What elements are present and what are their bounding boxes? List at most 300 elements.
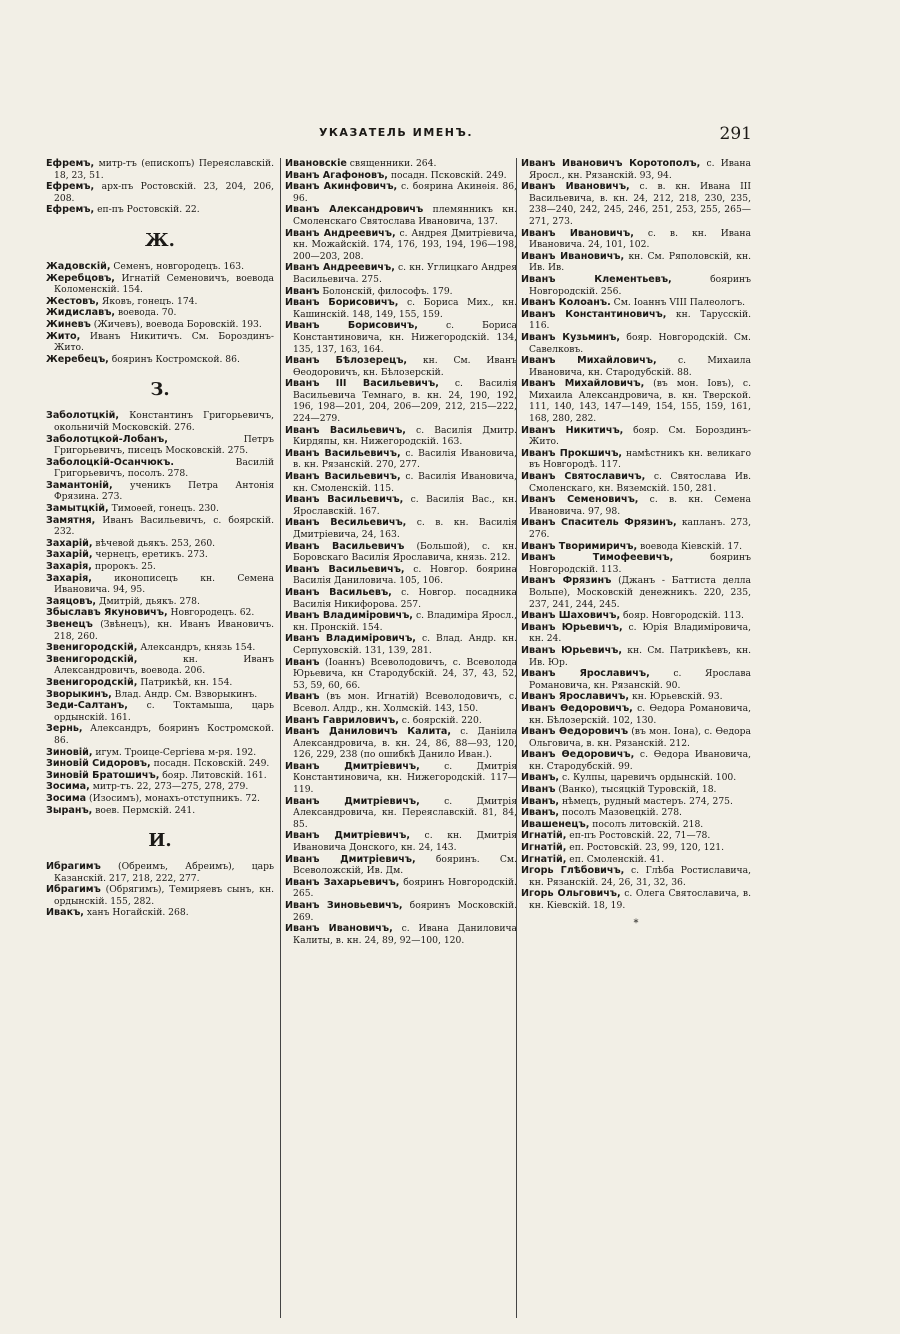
index-entry xyxy=(285,830,517,853)
entry-text: См. Іоаннъ VIII Палеологъ. xyxy=(610,297,746,309)
entry-headword: Иванъ Гавриловичъ, xyxy=(285,714,399,726)
index-entry xyxy=(46,480,274,503)
entry-text: (Обреимъ, Абреимъ), царь Казанскій. 217, 218, 222, 277. xyxy=(54,861,274,884)
running-title: УКАЗАТЕЛЬ ИМЕНЪ. xyxy=(318,126,474,139)
entry-text: (Звѣнецъ), кн. Иванъ Ивановичъ. 218, 260. xyxy=(54,619,274,642)
index-entry xyxy=(521,355,751,378)
index-entry xyxy=(521,749,751,772)
index-entry xyxy=(521,541,751,553)
entry-headword: Иванъ Дмитріевичъ, xyxy=(285,760,420,772)
entry-text: арх-пъ Ростовскій. 23, 204, 206, 208. xyxy=(54,181,274,204)
index-entry xyxy=(46,261,274,273)
entry-headword: Иванъ Андреевичъ, xyxy=(285,262,395,274)
index-entry xyxy=(285,761,517,796)
entry-headword: Иванъ Ивановичъ Коротополъ, xyxy=(521,158,701,169)
index-entry xyxy=(285,320,517,355)
index-entry xyxy=(521,552,751,575)
entry-text: Константинъ Григорьевичъ, окольничій Московскій. 276. xyxy=(54,410,274,433)
index-entry xyxy=(46,677,274,689)
entry-headword: Игорь Ольговичъ, xyxy=(521,888,621,900)
entry-text: посолъ литовскій. 218. xyxy=(589,818,704,830)
index-entry xyxy=(46,307,274,319)
entry-text: пророкъ. 25. xyxy=(91,561,156,573)
entry-headword: Зеди-Салтанъ, xyxy=(46,700,128,712)
page-number: 291 xyxy=(719,124,752,144)
entry-headword: Иванъ Ѳедоровичъ, xyxy=(521,702,633,714)
entry-text: еп-пъ Ростовскій. 22, 71—78. xyxy=(566,830,711,842)
index-entry xyxy=(46,434,274,457)
entry-text: (Іоаннъ) Всеволодовичъ, с. Всеволода Юрьевича, кн Стародубскій. 24, 37, 43, 52, 53, 59, 60, 66. xyxy=(293,656,517,691)
entry-text: кн. См. Ряполовскій, кн. Ив. Ив. xyxy=(529,250,751,274)
index-entry xyxy=(46,654,274,677)
entry-headword: Иванъ Васильевичъ, xyxy=(285,563,405,575)
entry-text: бояринъ Новгородскій. 113. xyxy=(529,552,751,575)
entry-text: Болонскій, философъ. 179. xyxy=(319,285,453,297)
entry-text: с. Василія Ивановича, в. кн. Рязанскій. 270, 277. xyxy=(293,447,517,471)
entry-headword: Иванъ Шаховичъ, xyxy=(521,610,621,622)
entry-text: Семенъ, новгородецъ. 163. xyxy=(110,260,244,272)
entry-headword: Иванъ Кузьминъ, xyxy=(521,331,621,343)
entry-headword: Ефремъ, xyxy=(46,158,95,169)
entry-headword: Игорь Глѣбовичъ, xyxy=(521,865,625,877)
index-entry xyxy=(521,819,751,831)
index-entry xyxy=(46,273,274,296)
entry-headword: Захарій, xyxy=(46,537,93,549)
entry-headword: Игнатій, xyxy=(521,853,567,865)
index-entry xyxy=(285,181,517,204)
entry-headword: Иванъ, xyxy=(521,795,560,807)
index-entry xyxy=(46,354,274,366)
entry-text: с. Андрея Дмитріевича, кн. Можайскій. 174, 176, 193, 194, 196—198, 200—203, 208. xyxy=(293,227,517,262)
index-columns xyxy=(46,158,751,1318)
index-entry xyxy=(285,286,517,298)
entry-text: Влад. Андр. См. Взворыкинъ. xyxy=(111,688,258,700)
entry-text: бояр. Литовскій. 161. xyxy=(159,769,267,781)
entry-text: племянникъ кн. Смоленскаго Святослава Ивановича, 137. xyxy=(293,204,517,227)
section-letter: Ж. xyxy=(145,229,175,251)
entry-text: с. Дмитрія Константиновича, кн. Нижегородскій. 117—119. xyxy=(293,760,517,796)
entry-text: с. Бориса Мих., кн. Кашинскій. 148, 149, 155, 159. xyxy=(293,297,517,320)
entry-headword: Заболоцкій-Осанчюкъ. xyxy=(46,456,175,468)
entry-headword: Ивашенецъ, xyxy=(521,818,590,830)
index-entry xyxy=(521,332,751,355)
entry-headword: Игнатій, xyxy=(521,830,567,842)
index-entry xyxy=(46,700,274,723)
entry-headword: Захарій, xyxy=(46,549,93,561)
entry-text: капланъ. 273, 276. xyxy=(529,517,751,540)
entry-headword: Зернь, xyxy=(46,723,83,735)
index-entry xyxy=(285,923,517,946)
entry-text: посадн. Псковскій. 249. xyxy=(150,758,270,770)
entry-headword: Иванъ Михайловичъ, xyxy=(521,355,657,367)
index-entry xyxy=(46,457,274,480)
entry-text: с. Глѣба Ростиславича, кн. Рязанскій. 24, 26, 31, 32, 36. xyxy=(529,865,751,888)
entry-text: (въ мон. Іона), с. Ѳедора Ольговича, в. кн. Рязанскій. 212. xyxy=(529,726,751,749)
index-entry xyxy=(46,319,274,331)
entry-headword: Иванъ Васильевичъ xyxy=(285,540,405,552)
entry-headword: Иванъ Святославичъ, xyxy=(521,471,646,483)
entry-headword: Иванъ Агафоновъ, xyxy=(285,169,388,181)
entry-headword: Иванъ Борисовичъ, xyxy=(285,320,418,332)
entry-text: Новгородецъ. 62. xyxy=(167,607,255,619)
entry-headword: Ефремъ, xyxy=(46,204,95,216)
entry-text: с. Ѳедора Романовича, кн. Бѣлозерскій. 102, 130. xyxy=(529,702,751,726)
entry-text: (въ мон. Игнатій) Всеволодовичъ, с. Всевол. Алдр., кн. Холмскій. 143, 150. xyxy=(293,691,517,714)
entry-text: воевода. 70. xyxy=(115,307,177,319)
entry-headword: Жиневъ xyxy=(46,318,91,330)
entry-text: бояринъ Московскій. 269. xyxy=(293,900,517,923)
entry-headword: Заболотцкій, xyxy=(46,410,120,422)
index-column-2 xyxy=(280,158,517,1318)
entry-text: еп. Смоленскій. 41. xyxy=(566,853,665,865)
index-entry xyxy=(46,538,274,550)
entry-text: воев. Пермскій. 241. xyxy=(92,804,196,816)
page-header xyxy=(46,124,752,148)
entry-text: Петръ Григорьевичъ, писецъ Московскій. 275. xyxy=(54,433,274,457)
entry-text: с. Влад. Андр. кн. Серпуховскій. 131, 139, 281. xyxy=(293,633,517,656)
entry-headword: Иванъ Ярославичъ, xyxy=(521,668,650,680)
entry-text: (Обрягимъ), Темиряевъ сынъ, кн. ордынскій. 155, 282. xyxy=(54,884,274,907)
entry-text: с. Ивана Яросл., кн. Рязанскій. 93, 94. xyxy=(529,158,751,181)
entry-headword: Иванъ Владиміровичъ, xyxy=(285,610,413,622)
index-entry xyxy=(285,170,517,182)
entry-headword: Иванъ Никитичъ, xyxy=(521,424,624,436)
entry-headword: Иванъ Бѣлозерецъ, xyxy=(285,355,408,367)
entry-headword: Жадовскій, xyxy=(46,260,111,272)
index-entry xyxy=(46,410,274,433)
entry-text: Василій Григорьевичъ, посолъ. 278. xyxy=(54,456,274,480)
entry-headword: Жеребецъ, xyxy=(46,353,109,365)
index-entry xyxy=(521,158,751,181)
entry-headword: Захарія, xyxy=(46,572,92,584)
entry-text: с. в. кн. Семена Ивановича. 97, 98. xyxy=(529,494,751,517)
entry-text: иконописецъ кн. Семена Ивановича. 94, 95. xyxy=(54,572,274,596)
entry-headword: Иванъ Акинфовичъ, xyxy=(285,181,398,193)
index-entry xyxy=(521,378,751,424)
entry-headword: Игнатій, xyxy=(521,842,567,854)
index-entry xyxy=(46,861,274,884)
entry-text: бояринъ Новгородскій. 265. xyxy=(293,876,517,900)
index-entry xyxy=(46,573,274,596)
entry-headword: Иванъ Весильевичъ, xyxy=(285,517,407,529)
entry-headword: Иванъ Прокшичъ, xyxy=(521,447,623,459)
entry-text: с. Владиміра Яросл., кн. Пронскій. 154. xyxy=(293,610,517,633)
entry-headword: Иванъ Колоанъ. xyxy=(521,297,611,309)
entry-text: (Большой), с. кн. Боровскаго Василія Ярославича, князь. 212. xyxy=(293,540,517,564)
index-entry xyxy=(285,425,517,448)
entry-headword: Ивакъ, xyxy=(46,907,84,919)
entry-headword: Иванъ Тимофеевичъ, xyxy=(521,552,674,564)
index-entry xyxy=(521,297,751,309)
entry-headword: Иванъ Юрьевичъ, xyxy=(521,644,623,656)
entry-text: с. в. кн. Ивана Ивановича. 24, 101, 102. xyxy=(529,227,751,251)
index-entry xyxy=(285,262,517,285)
entry-headword: Иванъ, xyxy=(521,772,560,784)
index-entry xyxy=(46,596,274,608)
index-entry xyxy=(521,274,751,297)
entry-text: воевода Кіевскій. 17. xyxy=(637,540,743,552)
entry-text: бояринъ Костромской. 86. xyxy=(108,353,240,365)
entry-headword: Жестовъ, xyxy=(46,295,100,307)
entry-headword: Иванъ Захарьевичъ, xyxy=(285,876,400,888)
index-entry xyxy=(46,296,274,308)
index-entry xyxy=(285,691,517,714)
index-entry xyxy=(521,309,751,332)
entry-text: с. Новгор. посадника Василія Никифорова. 257. xyxy=(293,586,517,610)
entry-text: с. Юрія Владиміровича, кн. 24. xyxy=(529,621,751,645)
entry-text: Иванъ Никитичъ. См. Бороздинъ-Жито. xyxy=(54,330,274,354)
entry-text: Иванъ Васильевичъ, с. боярскій. 232. xyxy=(54,514,274,538)
entry-text: (Жичевъ), воевода Боровскій. 193. xyxy=(90,318,262,330)
index-entry xyxy=(521,668,751,691)
index-entry xyxy=(285,854,517,877)
entry-headword: Иванъ xyxy=(285,285,320,297)
entry-text: кн. См. Патрикѣевъ, кн. Ив. Юр. xyxy=(529,644,751,668)
entry-headword: Звенигородскій, xyxy=(46,642,138,654)
index-entry xyxy=(521,807,751,819)
entry-headword: Збыславъ Якуновичъ, xyxy=(46,607,168,619)
entry-headword: Иванъ Ярославичъ, xyxy=(521,691,630,703)
index-entry xyxy=(46,503,274,515)
entry-text: Тимоѳей, гонецъ. 230. xyxy=(108,503,219,515)
index-entry xyxy=(285,610,517,633)
entry-headword: Заяцовъ, xyxy=(46,595,97,607)
entry-text: с. Василія Дмитр. Кирдяпы, кн. Нижегородскій. 163. xyxy=(293,424,517,448)
entry-headword: Зиновій Братошичъ, xyxy=(46,769,160,781)
entry-text: с. Михаила Ивановича, кн. Стародубскій. 88. xyxy=(529,355,751,378)
index-entry xyxy=(46,642,274,654)
entry-text: ученикъ Петра Антонія Фрязина. 273. xyxy=(54,479,274,503)
entry-headword: Иванъ Васильевичъ, xyxy=(285,424,406,436)
index-column-1 xyxy=(46,158,274,1318)
section-letter: З. xyxy=(150,379,170,401)
index-entry xyxy=(46,781,274,793)
index-entry xyxy=(521,784,751,796)
entry-text: с. Василія Васильевича Темнаго, в. кн. 24, 190, 192, 196, 198—201, 204, 206—209, 212, 215—222, 224—279. xyxy=(293,378,517,425)
index-entry xyxy=(285,633,517,656)
entry-text: с. Кулпы, царевичъ ордынскій. 100. xyxy=(559,772,737,784)
index-entry xyxy=(521,726,751,749)
entry-text: с. Василія Вас., кн. Ярославскій. 167. xyxy=(293,494,517,517)
entry-text: чернецъ, еретикъ. 273. xyxy=(92,549,208,561)
entry-headword: Иванъ Семеновичъ, xyxy=(521,494,639,506)
index-entry xyxy=(46,515,274,538)
entry-headword: Жито, xyxy=(46,330,81,342)
entry-headword: Иванъ Васильевъ, xyxy=(285,586,392,598)
index-entry xyxy=(521,228,751,251)
entry-headword: Зиновій, xyxy=(46,746,93,758)
entry-headword: Иванъ Константиновичъ, xyxy=(521,308,667,320)
index-entry xyxy=(521,494,751,517)
index-entry xyxy=(521,575,751,610)
end-mark: * xyxy=(633,917,639,929)
entry-headword: Иванъ Дмитріевичъ, xyxy=(285,853,416,865)
index-entry xyxy=(285,204,517,227)
index-entry xyxy=(46,770,274,782)
entry-text: с. кн. Дмитрія Ивановича Донского, кн. 24, 143. xyxy=(293,830,517,854)
index-entry xyxy=(521,425,751,448)
entry-text: посолъ Мазовецкій. 278. xyxy=(559,807,682,819)
index-entry xyxy=(285,355,517,378)
entry-headword: Звенигородскій, xyxy=(46,653,138,665)
entry-headword: Иванъ III Васильевичъ, xyxy=(285,378,439,390)
index-entry xyxy=(521,645,751,668)
entry-text: (Джанъ - Баттиста делла Вольпе), Московскій денежникъ. 220, 235, 237, 241, 244, 245. xyxy=(529,575,751,610)
entry-text: с. боярина Акинѳія. 86, 96. xyxy=(293,181,517,204)
entry-text: Патрикѣй, кн. 154. xyxy=(137,676,233,688)
entry-headword: Иванъ Даниловичъ Калита, xyxy=(285,726,452,738)
entry-text: Дмитрій, дьякъ. 278. xyxy=(96,595,200,607)
index-entry xyxy=(46,607,274,619)
entry-text: с. Токтамыша, царь ордынскій. 161. xyxy=(54,700,274,723)
entry-headword: Иванъ Владиміровичъ, xyxy=(285,633,416,645)
entry-text: бояринъ Новгородскій. 256. xyxy=(529,273,751,297)
entry-text: бояр. См. Бороздинъ-Жито. xyxy=(529,424,751,448)
index-entry xyxy=(285,900,517,923)
index-entry xyxy=(285,715,517,727)
entry-headword: Замантоній, xyxy=(46,479,113,491)
index-entry xyxy=(521,181,751,227)
index-entry xyxy=(285,471,517,494)
entry-headword: Ибрагимъ xyxy=(46,861,101,873)
entry-text: с. Ярослава Романовича, кн. Рязанскій. 90. xyxy=(529,668,751,691)
index-entry xyxy=(46,884,274,907)
entry-text: бояр. Новгородскій. См. Савелковъ. xyxy=(529,331,751,355)
entry-headword: Звенигородскій, xyxy=(46,676,138,688)
index-entry xyxy=(285,158,517,170)
entry-headword: Иванъ Михайловичъ, xyxy=(521,378,645,390)
entry-headword: Иванъ Андреевичъ, xyxy=(285,227,396,239)
index-entry xyxy=(46,805,274,817)
index-entry xyxy=(521,865,751,888)
index-entry xyxy=(521,830,751,842)
index-entry xyxy=(521,622,751,645)
entry-text: Александръ, бояринъ Костромской. 86. xyxy=(54,723,274,746)
entry-headword: Захарія, xyxy=(46,561,92,573)
entry-headword: Иванъ Александровичъ xyxy=(285,204,424,216)
index-entry xyxy=(285,796,517,831)
index-entry xyxy=(521,471,751,494)
entry-text: игум. Троице-Сергіева м-ря. 192. xyxy=(92,746,257,758)
entry-headword: Иванъ Юрьевичъ, xyxy=(521,621,623,633)
entry-text: с. в. кн. Василія Дмитріевича, 24, 163. xyxy=(293,517,517,540)
entry-headword: Иванъ Васильевичъ, xyxy=(285,471,401,483)
index-entry xyxy=(46,758,274,770)
entry-headword: Ефремъ, xyxy=(46,181,95,193)
entry-text: с. в. кн. Ивана III Васильевича, в. кн. 24, 212, 218, 230, 235, 238—240, 242, 245, 246, 251, 253, 255, 265—271, 273. xyxy=(529,181,751,227)
entry-headword: Иванъ Дмитріевичъ, xyxy=(285,795,420,807)
index-entry xyxy=(46,747,274,759)
entry-text: с. Ѳедора Ивановича, кн. Стародубскій. 99. xyxy=(529,749,751,772)
entry-headword: Зворыкинъ, xyxy=(46,688,112,700)
entry-headword: Иванъ xyxy=(521,784,556,796)
entry-text: Александръ, князь 154. xyxy=(137,642,256,654)
entry-headword: Жеребцовъ, xyxy=(46,272,115,284)
index-entry xyxy=(46,793,274,805)
index-entry xyxy=(521,854,751,866)
entry-text: (Ванко), тысяцкій Туровскій, 18. xyxy=(555,784,717,796)
entry-headword: Иванъ Ѳедоровичъ, xyxy=(521,749,635,761)
entry-text: с. Ивана Даниловича Калиты, в. кн. 24, 89, 92—100, 120. xyxy=(293,923,517,946)
entry-text: с. Новгор. боярина Василія Даниловича. 105, 106. xyxy=(293,563,517,587)
entry-text: Игнатій Семеновичъ, воевода Коломенскій. 154. xyxy=(54,272,274,296)
index-entry xyxy=(46,158,274,181)
entry-text: намѣстникъ кн. великаго въ Новгородѣ. 117. xyxy=(529,447,751,471)
index-entry xyxy=(285,297,517,320)
entry-text: кн. Иванъ Александровичъ, воевода. 206. xyxy=(54,653,274,677)
index-entry xyxy=(521,796,751,808)
entry-text: кн. Тарусскій. 116. xyxy=(529,308,751,332)
index-entry xyxy=(46,561,274,573)
entry-text: священники. 264. xyxy=(346,158,437,169)
entry-text: еп-пъ Ростовскій. 22. xyxy=(94,204,200,216)
entry-text: митр-тъ (епископъ) Переяславскій. 18, 23, 51. xyxy=(54,158,274,181)
entry-text: с. Святослава Ив. Смоленскаго, кн. Вяземскій. 150, 281. xyxy=(529,471,751,494)
index-entry xyxy=(521,842,751,854)
entry-text: нѣмецъ, рудный мастеръ. 274, 275. xyxy=(559,795,733,807)
entry-text: с. кн. Углицкаго Андрея Васильевича. 275. xyxy=(293,262,517,285)
index-entry xyxy=(46,689,274,701)
entry-headword: Зиновій Сидоровъ, xyxy=(46,758,151,770)
entry-headword: Иванъ, xyxy=(521,807,560,819)
entry-headword: Иванъ Дмитріевичъ, xyxy=(285,830,410,842)
entry-headword: Иванъ Васильевичъ, xyxy=(285,494,404,506)
index-entry xyxy=(46,204,274,216)
entry-text: (Изосимъ), монахъ-отступникъ. 72. xyxy=(86,792,260,804)
index-entry xyxy=(285,564,517,587)
entry-text: ханъ Ногайскій. 268. xyxy=(83,907,189,919)
entry-headword: Ивановскіе xyxy=(285,158,347,169)
entry-headword: Иванъ Ѳедоровичъ xyxy=(521,726,629,738)
entry-headword: Замятня, xyxy=(46,514,96,526)
entry-text: посадн. Псковскій. 249. xyxy=(387,169,507,181)
entry-headword: Замытцкій, xyxy=(46,503,109,515)
index-entry xyxy=(46,331,274,354)
index-entry xyxy=(46,907,274,919)
entry-headword: Иванъ Ивановичъ, xyxy=(521,227,634,239)
entry-headword: Иванъ xyxy=(285,656,320,668)
entry-text: с. Дмитрія Александровича, кн. Переяславскій. 81, 84, 85. xyxy=(293,795,517,830)
index-entry xyxy=(521,703,751,726)
entry-text: с. Даніила Александровича, в. кн. 24, 86, 88—93, 120, 126, 229, 238 (по ошибкѣ Данило Иван.). xyxy=(293,726,517,761)
entry-text: с. Олега Святославича, в. кн. Кіевскій. 18, 19. xyxy=(529,888,751,911)
entry-headword: Иванъ Спаситель Фрязинъ, xyxy=(521,517,677,529)
entry-text: с. Бориса Константиновича, кн. Нижегородскій. 134, 135, 137, 163, 164. xyxy=(293,320,517,355)
entry-headword: Иванъ Ивановичъ, xyxy=(521,250,625,262)
entry-text: (въ мон. Іовъ), с. Михаила Александровича, в. кн. Тверской. 111, 140, 143, 147—149, 154, 155, 159, 161, 168, 280, 282. xyxy=(529,378,751,425)
entry-text: с. Василія Ивановича, кн. Смоленскій. 115. xyxy=(293,471,517,494)
entry-headword: Иванъ xyxy=(285,691,320,703)
index-entry xyxy=(285,448,517,471)
entry-text: бояр. Новгородскій. 113. xyxy=(620,610,744,622)
index-entry xyxy=(285,726,517,761)
index-entry xyxy=(46,619,274,642)
entry-text: вѣчевой дьякъ. 253, 260. xyxy=(92,537,216,549)
entry-text: бояринъ. См. Всеволожскій, Ив. Дм. xyxy=(293,853,517,877)
entry-headword: Жидиславъ, xyxy=(46,307,116,319)
entry-headword: Зыранъ, xyxy=(46,804,93,816)
index-entry xyxy=(285,587,517,610)
entry-headword: Иванъ Борисовичъ, xyxy=(285,297,399,309)
index-entry xyxy=(285,517,517,540)
entry-headword: Иванъ Творимиричъ, xyxy=(521,540,638,552)
entry-headword: Иванъ Васильевичъ, xyxy=(285,447,401,459)
entry-headword: Иванъ Зиновьевичъ, xyxy=(285,900,403,911)
entry-headword: Зосима, xyxy=(46,781,90,793)
entry-headword: Заболотцкой-Лобанъ, xyxy=(46,433,168,445)
index-column-3 xyxy=(516,158,751,1318)
entry-text: с. боярскій. 220. xyxy=(398,714,482,726)
